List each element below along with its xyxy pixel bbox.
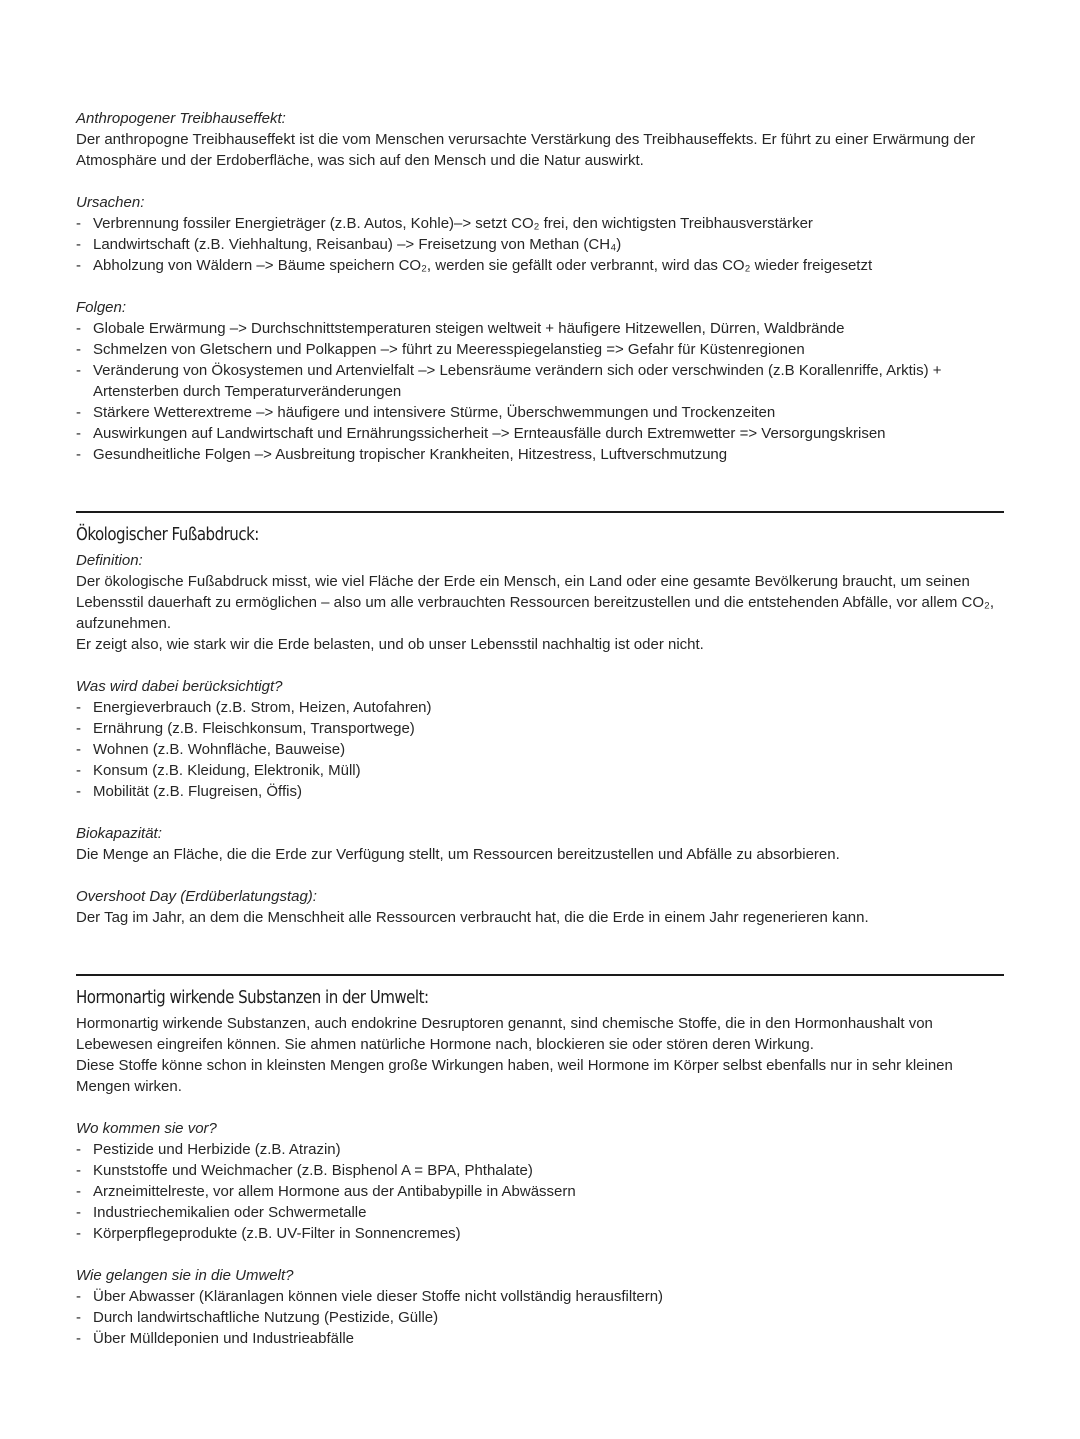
paragraph: Hormonartig wirkende Substanzen, auch endokrine Desruptoren genannt, sind chemische Stoffe, die in den Hormonhaushalt von Lebewesen eingreifen können. Sie ahmen natürliche Hormone nach, blockieren sie oder stören deren Wirkung. — [76, 1015, 933, 1053]
paragraph: Er zeigt also, wie stark wir die Erde belasten, und ob unser Lebensstil nachhaltig ist oder nicht. — [76, 636, 704, 653]
list-item: - Über Mülldeponien und Industrieabfälle — [76, 1328, 1004, 1349]
list-item: - Industriechemikalien oder Schwermetalle — [76, 1202, 1004, 1223]
list-item: - Stärkere Wetterextreme –> häufigere und intensivere Stürme, Überschwemmungen und Trockenzeiten — [76, 402, 1004, 423]
list-item: - Auswirkungen auf Landwirtschaft und Ernährungssicherheit –> Ernteausfälle durch Extremwetter => Versorgungskrisen — [76, 423, 1004, 444]
subheading-occurrence: Wo kommen sie vor? — [76, 1120, 217, 1137]
paragraph: Der ökologische Fußabdruck misst, wie viel Fläche der Erde ein Mensch, ein Land oder eine gesamte Bevölkerung braucht, um seinen Lebensstil dauerhaft zu ermöglichen – also um alle verbrauchten Ressourcen bereitzustellen und die entstehenden Abfälle, vor allem CO₂, aufzunehmen. — [76, 573, 995, 632]
paragraph: Die Menge an Fläche, die die Erde zur Verfügung stellt, um Ressourcen bereitzustellen und Abfälle zu absorbieren. — [76, 846, 840, 863]
subheading-pathways: Wie gelangen sie in die Umwelt? — [76, 1267, 294, 1284]
list-item: - Wohnen (z.B. Wohnfläche, Bauweise) — [76, 739, 1004, 760]
subheading-biocapacity: Biokapazität: — [76, 825, 162, 842]
list-item: - Ernährung (z.B. Fleischkonsum, Transportwege) — [76, 718, 1004, 739]
document-page — [76, 108, 1004, 1349]
list-item: - Schmelzen von Gletschern und Polkappen –> führt zu Meeresspiegelanstieg => Gefahr für Küstenregionen — [76, 339, 1004, 360]
list-item: - Landwirtschaft (z.B. Viehhaltung, Reisanbau) –> Freisetzung von Methan (CH₄) — [76, 234, 1004, 255]
list-item: - Durch landwirtschaftliche Nutzung (Pestizide, Gülle) — [76, 1307, 1004, 1328]
list-item: - Globale Erwärmung –> Durchschnittstemperaturen steigen weltweit + häufigere Hitzewellen, Dürren, Waldbrände — [76, 318, 1004, 339]
section-heading: Hormonartig wirkende Substanzen in der Umwelt: — [76, 988, 429, 1008]
causes-list — [76, 213, 1004, 276]
considered-list — [76, 697, 1004, 802]
subheading-considered: Was wird dabei berücksichtigt? — [76, 678, 283, 695]
section-treibhauseffekt — [76, 108, 1004, 465]
list-item: - Arzneimittelreste, vor allem Hormone aus der Antibabypille in Abwässern — [76, 1181, 1004, 1202]
list-item: - Pestizide und Herbizide (z.B. Atrazin) — [76, 1139, 1004, 1160]
section-heading: Ökologischer Fußabdruck: — [76, 525, 259, 545]
section-fussabdruck — [76, 523, 1004, 928]
pathways-list — [76, 1286, 1004, 1349]
list-item: - Kunststoffe und Weichmacher (z.B. Bisphenol A = BPA, Phthalate) — [76, 1160, 1004, 1181]
list-item: - Veränderung von Ökosystemen und Artenvielfalt –> Lebensräume verändern sich oder verschwinden (z.B Korallenriffe, Arktis) + Artensterben durch Temperaturveränderungen — [76, 360, 1004, 402]
list-item: - Abholzung von Wäldern –> Bäume speichern CO₂, werden sie gefällt oder verbrannt, wird das CO₂ wieder freigesetzt — [76, 255, 1004, 276]
section-title: Anthropogener Treibhauseffekt: — [76, 110, 286, 127]
list-item: - Energieverbrauch (z.B. Strom, Heizen, Autofahren) — [76, 697, 1004, 718]
subheading-overshoot: Overshoot Day (Erdüberlatungstag): — [76, 888, 317, 905]
paragraph: Der Tag im Jahr, an dem die Menschheit alle Ressourcen verbraucht hat, die die Erde in einem Jahr regenerieren kann. — [76, 909, 869, 926]
subheading-causes: Ursachen: — [76, 194, 145, 211]
subheading-definition: Definition: — [76, 552, 143, 569]
paragraph: Der anthropogne Treibhauseffekt ist die vom Menschen verursachte Verstärkung des Treibhauseffekts. Er führt zu einer Erwärmung der Atmosphäre und der Erdoberfläche, was sich auf den Mensch und die Natur auswirkt. — [76, 131, 976, 169]
section-hormone — [76, 986, 1004, 1349]
occurrence-list — [76, 1139, 1004, 1244]
paragraph: Diese Stoffe könne schon in kleinsten Mengen große Wirkungen haben, weil Hormone im Körper selbst ebenfalls nur in sehr kleinen Mengen wirken. — [76, 1057, 953, 1095]
list-item: - Körperpflegeprodukte (z.B. UV-Filter in Sonnencremes) — [76, 1223, 1004, 1244]
effects-list — [76, 318, 1004, 465]
list-item: - Konsum (z.B. Kleidung, Elektronik, Müll) — [76, 760, 1004, 781]
list-item: - Gesundheitliche Folgen –> Ausbreitung tropischer Krankheiten, Hitzestress, Luftverschmutzung — [76, 444, 1004, 465]
list-item: - Mobilität (z.B. Flugreisen, Öffis) — [76, 781, 1004, 802]
subheading-effects: Folgen: — [76, 299, 127, 316]
list-item: - Über Abwasser (Kläranlagen können viele dieser Stoffe nicht vollständig herausfiltern) — [76, 1286, 1004, 1307]
list-item: - Verbrennung fossiler Energieträger (z.B. Autos, Kohle)–> setzt CO₂ frei, den wichtigsten Treibhausverstärker — [76, 213, 1004, 234]
